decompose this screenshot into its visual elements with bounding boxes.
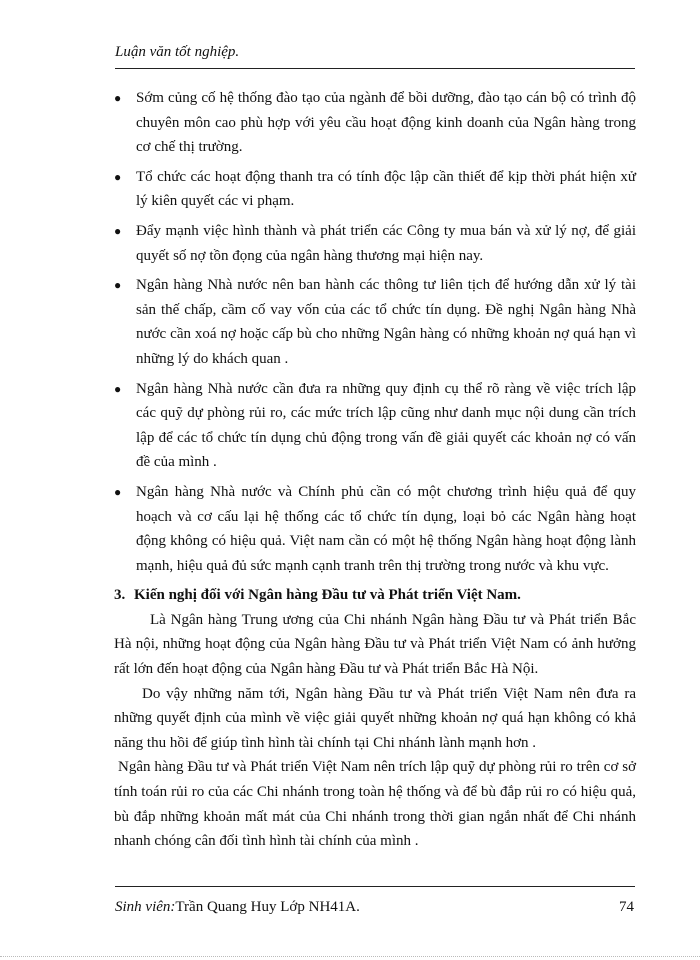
list-item-text: Ngân hàng Nhà nước và Chính phủ cần có một chương trình hiệu quả để quy hoạch và cơ cấu lại hệ thống các tổ chức tín dụng, loại bỏ các Ngân hàng hoạt động không có hiệu quả. Việt nam cần có một hệ thống Ngân hàng hoạt động lành mạnh, hiệu quả đủ sức mạnh cạnh tranh trên thị trường trong nước và khu vực. — [136, 483, 636, 574]
body-paragraph: Do vậy những năm tới, Ngân hàng Đầu tư và Phát triển Việt Nam nên đưa ra những quyết định của mình về việc giải quyết những khoản nợ quá hạn không có khả năng thu hồi để giúp tình hình tài chính tại Chi nhánh lành mạnh hơn . — [114, 685, 636, 751]
bullet-icon: ● — [114, 484, 122, 499]
section-title: Kiến nghị đối với Ngân hàng Đầu tư và Phát triển Việt Nam. — [134, 587, 521, 604]
list-item — [114, 165, 636, 214]
page-body — [114, 86, 636, 854]
recommendation-list — [114, 86, 636, 578]
student-name: Trần Quang Huy Lớp NH41A. — [175, 899, 360, 915]
bullet-icon: ● — [114, 91, 122, 105]
bullet-icon: ● — [114, 381, 122, 396]
list-item — [114, 219, 636, 268]
section-heading — [114, 583, 636, 608]
list-item-text: Đẩy mạnh việc hình thành và phát triển các Công ty mua bán và xử lý nợ, để giải quyết số nợ tồn đọng của ngân hàng thương mại hiện nay. — [136, 222, 636, 264]
student-label: Sinh viên: — [115, 899, 176, 915]
list-item — [114, 86, 636, 160]
section-number: 3. — [114, 587, 126, 604]
list-item-text: Ngân hàng Nhà nước nên ban hành các thông tư liên tịch để hướng dẫn xử lý tài sản thế chấp, cầm cố vay vốn của các tổ chức tín dụng. Đề nghị Ngân hàng Nhà nước cần xoá nợ hoặc cấp bù cho những Ngân hàng có những khoản nợ quá hạn vì những lý do khách quan . — [136, 277, 636, 367]
body-paragraph: Ngân hàng Đầu tư và Phát triển Việt Nam nên trích lập quỹ dự phòng rủi ro trên cơ sở tính toán rủi ro của các Chi nhánh trong toàn hệ thống và để bù đắp rủi ro có hiệu quả, bù đắp những khoản mất mát của Chi nhánh trong thời gian ngắn nhất để Chi nhánh nhanh chóng cân đối tình hình tài chính của mình . — [114, 759, 636, 850]
header-divider — [115, 68, 635, 69]
list-item-text: Tổ chức các hoạt động thanh tra có tính độc lập cần thiết để kịp thời phát hiện xử lý kiên quyết các vi phạm. — [136, 168, 636, 210]
list-item — [114, 377, 636, 475]
page-number: 74 — [619, 899, 634, 915]
list-item-text: Ngân hàng Nhà nước cần đưa ra những quy định cụ thể rõ ràng về việc trích lập các quỹ dự phòng rủi ro, các mức trích lập cũng như danh mục nội dung cần trích lập để các tổ chức tín dụng chủ động trong vấn đề giải quyết các khoản nợ có vấn đề của mình . — [136, 380, 636, 471]
bullet-icon: ● — [114, 278, 122, 293]
footer-divider — [115, 886, 635, 887]
footer-student — [115, 899, 360, 916]
body-paragraph: Là Ngân hàng Trung ương của Chi nhánh Ngân hàng Đầu tư và Phát triển Bắc Hà nội, những hoạt động của Ngân hàng Đầu tư và Phát triển Việt Nam có ảnh hưởng rất lớn đến hoạt động của Ngân hàng Đầu tư và Phát triển Bắc Hà Nội. — [114, 611, 636, 678]
list-item-text: Sớm củng cố hệ thống đào tạo của ngành để bồi dưỡng, đào tạo cán bộ có trình độ chuyên môn cao phù hợp với yêu cầu hoạt động kinh doanh của Ngân hàng trong cơ chế thị trường. — [136, 90, 636, 156]
bullet-icon: ● — [114, 223, 122, 238]
page-edge-divider — [0, 956, 700, 957]
running-header: Luận văn tốt nghiệp. — [115, 44, 240, 60]
list-item — [114, 480, 636, 578]
bullet-icon: ● — [114, 169, 122, 184]
list-item — [114, 273, 636, 371]
